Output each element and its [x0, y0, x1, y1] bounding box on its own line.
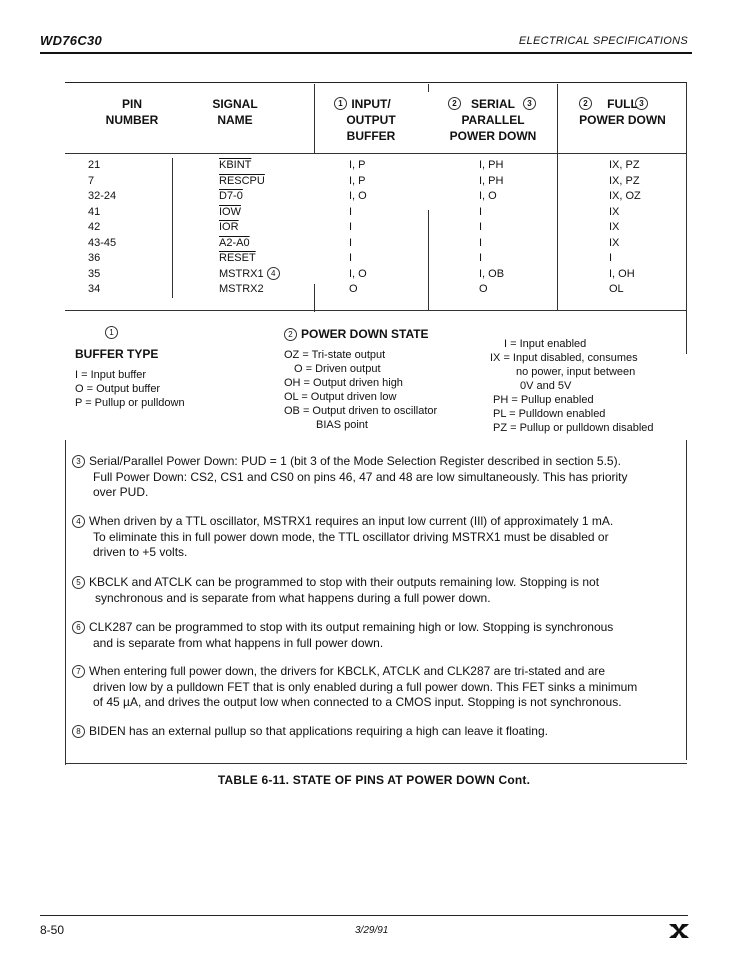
footnote-marker-icon: 8	[72, 725, 85, 738]
note-6	[72, 620, 687, 651]
table-left-border-lower	[65, 440, 66, 765]
note-line: driven low by a pulldown FET that is only enabled during a full power down. This FET sinks a minimum	[93, 679, 638, 694]
table-cell-full: IX, OZ	[609, 190, 641, 202]
note-7	[72, 664, 687, 711]
table-cell-full: IX	[609, 205, 620, 218]
legend-item: I = Input enabled	[504, 338, 587, 350]
footnote-marker-icon: 4	[72, 515, 85, 528]
table-cell-full: IX	[609, 221, 620, 233]
header-line: POWER DOWN	[579, 113, 666, 127]
legend-item: PH = Pullup enabled	[493, 394, 594, 406]
table-cell-buffer: I, O	[349, 190, 367, 202]
table-right-border	[686, 82, 687, 354]
note-line: To eliminate this in full power down mode, the TTL oscillator driving MSTRX1 must be disabled or	[93, 529, 609, 544]
table-cell-full: OL	[609, 283, 624, 295]
legend-item: 0V and 5V	[520, 380, 572, 392]
legend-input-states	[490, 337, 680, 435]
note-4	[72, 514, 687, 561]
header-line: FULL	[607, 97, 638, 111]
table-cell-signal: A2-A0	[219, 236, 250, 249]
header-line: OUTPUT	[346, 113, 396, 127]
footnote-marker-icon: 5	[72, 576, 85, 589]
table-cell-pin: 32-24	[88, 190, 117, 202]
col-header-pin	[72, 96, 192, 128]
col-header-serial	[430, 96, 556, 144]
table-cell-full: I, OH	[609, 267, 635, 280]
table-cell-signal: KBINT	[219, 159, 252, 171]
table-cell-signal: MSTRX2	[219, 283, 264, 295]
page-number: 8-50	[40, 923, 65, 937]
note-5	[72, 575, 687, 606]
table-cell-buffer: I	[349, 221, 353, 233]
table-cell-full: I	[609, 252, 613, 264]
table-cell-serial: I, O	[479, 190, 497, 202]
header-line: BUFFER	[346, 129, 396, 143]
legend-item: PL = Pulldown enabled	[493, 408, 606, 420]
table-cell-pin: 34	[88, 283, 101, 295]
note-3	[72, 454, 687, 501]
table-cell-full: IX, PZ	[609, 159, 640, 171]
legend-buffer-title: BUFFER TYPE	[75, 347, 159, 361]
table-cell-serial: I	[479, 205, 483, 218]
body-divider-full	[557, 153, 558, 310]
header-bottom-rule	[65, 153, 687, 154]
legend-item: PZ = Pullup or pulldown disabled	[493, 422, 654, 434]
note-line: over PUD.	[93, 485, 149, 499]
note-line: BIDEN has an external pullup so that applications requiring a high can leave it floating.	[89, 724, 548, 738]
table-cell-signal: $\overline{IOW}$	[219, 205, 241, 218]
table-cell-buffer: I, P	[349, 159, 366, 171]
col-header-full-text	[559, 96, 686, 128]
col-header-buffer	[316, 96, 426, 144]
table-cell-serial: I, OB	[479, 267, 505, 280]
table-cell-signal: MSTRX1	[219, 267, 264, 280]
note-line: When entering full power down, the drivers for KBCLK, ATCLK and CLK287 are tri-stated and are	[89, 664, 606, 678]
header-line: SIGNAL	[212, 97, 258, 111]
note-line: of 45 µA, and drives the output low when connected to a CMOS input. Stopping is not synchronous.	[93, 695, 622, 709]
col-header-full	[559, 96, 686, 128]
header-line: SERIAL	[470, 97, 515, 111]
table-cell-pin: 41	[88, 205, 101, 218]
table-cell-pin: 43-45	[88, 236, 117, 249]
footnote-marker-icon: 2	[448, 97, 461, 110]
section-title: ELECTRICAL SPECIFICATIONS	[518, 35, 688, 47]
table-body-bottom-rule	[65, 310, 687, 311]
table-cell-serial: I, PH	[479, 159, 504, 171]
footer-rule	[40, 915, 688, 916]
table-cell-buffer: I, O	[349, 267, 367, 280]
col-header-pin-text	[72, 96, 192, 128]
col-header-signal	[176, 96, 294, 128]
col-header-buffer-text	[316, 96, 426, 144]
header-line: PIN	[121, 97, 142, 111]
note-line: and is separate from what happens in full power down.	[93, 635, 384, 650]
footnote-marker-icon: 7	[72, 665, 85, 678]
footer-date: 3/29/91	[355, 925, 389, 936]
note-line: Serial/Parallel Power Down: PUD = 1 (bit 3 of the Mode Selection Register described in section 5.5).	[89, 454, 621, 468]
footnote-marker-icon: 1	[334, 97, 347, 110]
header-rule	[40, 52, 692, 54]
table-cell-signal: D7-0	[219, 190, 243, 202]
note-line: Full Power Down: CS2, CS1 and CS0 on pins 46, 47 and 48 are low simultaneously. This has priority	[93, 469, 628, 484]
legend-item: IX = Input disabled, consumes	[490, 352, 638, 364]
table-cell-serial: I, PH	[479, 174, 504, 187]
note-line: CLK287 can be programmed to stop with its output remaining high or low. Stopping is synchronous	[89, 620, 614, 634]
table-cell-full: IX	[609, 236, 620, 249]
table-cell-buffer: O	[349, 283, 358, 295]
header-line: NUMBER	[105, 113, 159, 127]
legend-item: I = Input buffer	[75, 369, 147, 381]
col-divider-buffer	[314, 84, 315, 154]
footnote-marker-icon: 6	[72, 621, 85, 634]
col-header-signal-text	[176, 96, 294, 128]
column-pin-numbers	[88, 158, 158, 298]
header-line: POWER DOWN	[449, 129, 537, 143]
col-divider-full	[557, 84, 558, 154]
table-cell-serial: I	[479, 221, 483, 233]
note-line: KBCLK and ATCLK can be programmed to stop with their outputs remaining low. Stopping is not	[89, 575, 600, 589]
legend-item: O = Driven output	[294, 363, 381, 375]
legend-power-down-state	[284, 327, 484, 432]
footnote-marker-icon: 4	[267, 267, 280, 280]
note-line: driven to +5 volts.	[93, 545, 188, 559]
table-cell-buffer: I	[349, 252, 353, 264]
table-cell-serial: I	[479, 252, 483, 264]
column-buffer	[349, 158, 419, 298]
legend-pd-title: POWER DOWN STATE	[301, 327, 429, 341]
footnote-marker-icon: 3	[72, 455, 85, 468]
footnote-marker-icon: 2	[579, 97, 592, 110]
footnote-marker-icon: 3	[635, 97, 648, 110]
table-cell-pin: 7	[88, 174, 95, 187]
body-divider-buffer	[314, 284, 315, 312]
company-logo-icon	[668, 920, 690, 942]
body-divider-signal	[172, 158, 173, 298]
col-divider-serial-top	[428, 84, 429, 92]
legend-item: O = Output buffer	[75, 383, 161, 395]
footnote-marker-icon: 3	[523, 97, 536, 110]
table-cell-pin: 36	[88, 252, 101, 264]
column-full	[609, 158, 684, 298]
legend-item: P = Pullup or pulldown	[75, 397, 185, 409]
header-line: PARALLEL	[461, 113, 525, 127]
body-divider-serial	[428, 210, 429, 310]
legend-item: OZ = Tri-state output	[284, 349, 386, 361]
table-cell-buffer: I, P	[349, 174, 366, 187]
header-line: NAME	[217, 113, 253, 127]
legend-item: OH = Output driven high	[284, 377, 403, 389]
table-cell-serial: O	[479, 283, 488, 295]
note-8	[72, 724, 687, 740]
footnote-marker-icon: 1	[105, 326, 118, 339]
column-signal-names	[219, 158, 309, 298]
table-top-rule	[65, 82, 687, 83]
table-cell-serial: I	[479, 236, 483, 249]
table-cell-signal: RESET	[219, 252, 256, 264]
table-cell-signal: $\overline{IOR}$	[219, 221, 239, 233]
legend-item: BIAS point	[316, 419, 368, 431]
legend-item: no power, input between	[516, 366, 636, 378]
note-line: When driven by a TTL oscillator, MSTRX1 requires an input low current (IIl) of approximately 1 mA.	[89, 514, 614, 528]
table-cell-signal: RESCPU	[219, 174, 265, 187]
table-bottom-rule	[65, 763, 687, 764]
table-cell-buffer: I	[349, 236, 353, 249]
table-cell-pin: 35	[88, 267, 101, 280]
document-code: WD76C30	[40, 33, 103, 48]
legend-buffer-type	[75, 326, 275, 410]
table-cell-full: IX, PZ	[609, 174, 640, 187]
table-cell-buffer: I	[349, 205, 353, 218]
note-line: synchronous and is separate from what happens during a full power down.	[95, 590, 491, 605]
footnote-marker-icon: 2	[284, 328, 297, 341]
legend-item: OB = Output driven to oscillator	[284, 405, 438, 417]
table-caption: TABLE 6-11. STATE OF PINS AT POWER DOWN Cont.	[217, 773, 531, 787]
header-line: INPUT/	[351, 97, 391, 111]
table-cell-pin: 21	[88, 159, 101, 171]
table-cell-pin: 42	[88, 221, 101, 233]
legend-item: OL = Output driven low	[284, 391, 397, 403]
column-serial	[479, 158, 549, 298]
